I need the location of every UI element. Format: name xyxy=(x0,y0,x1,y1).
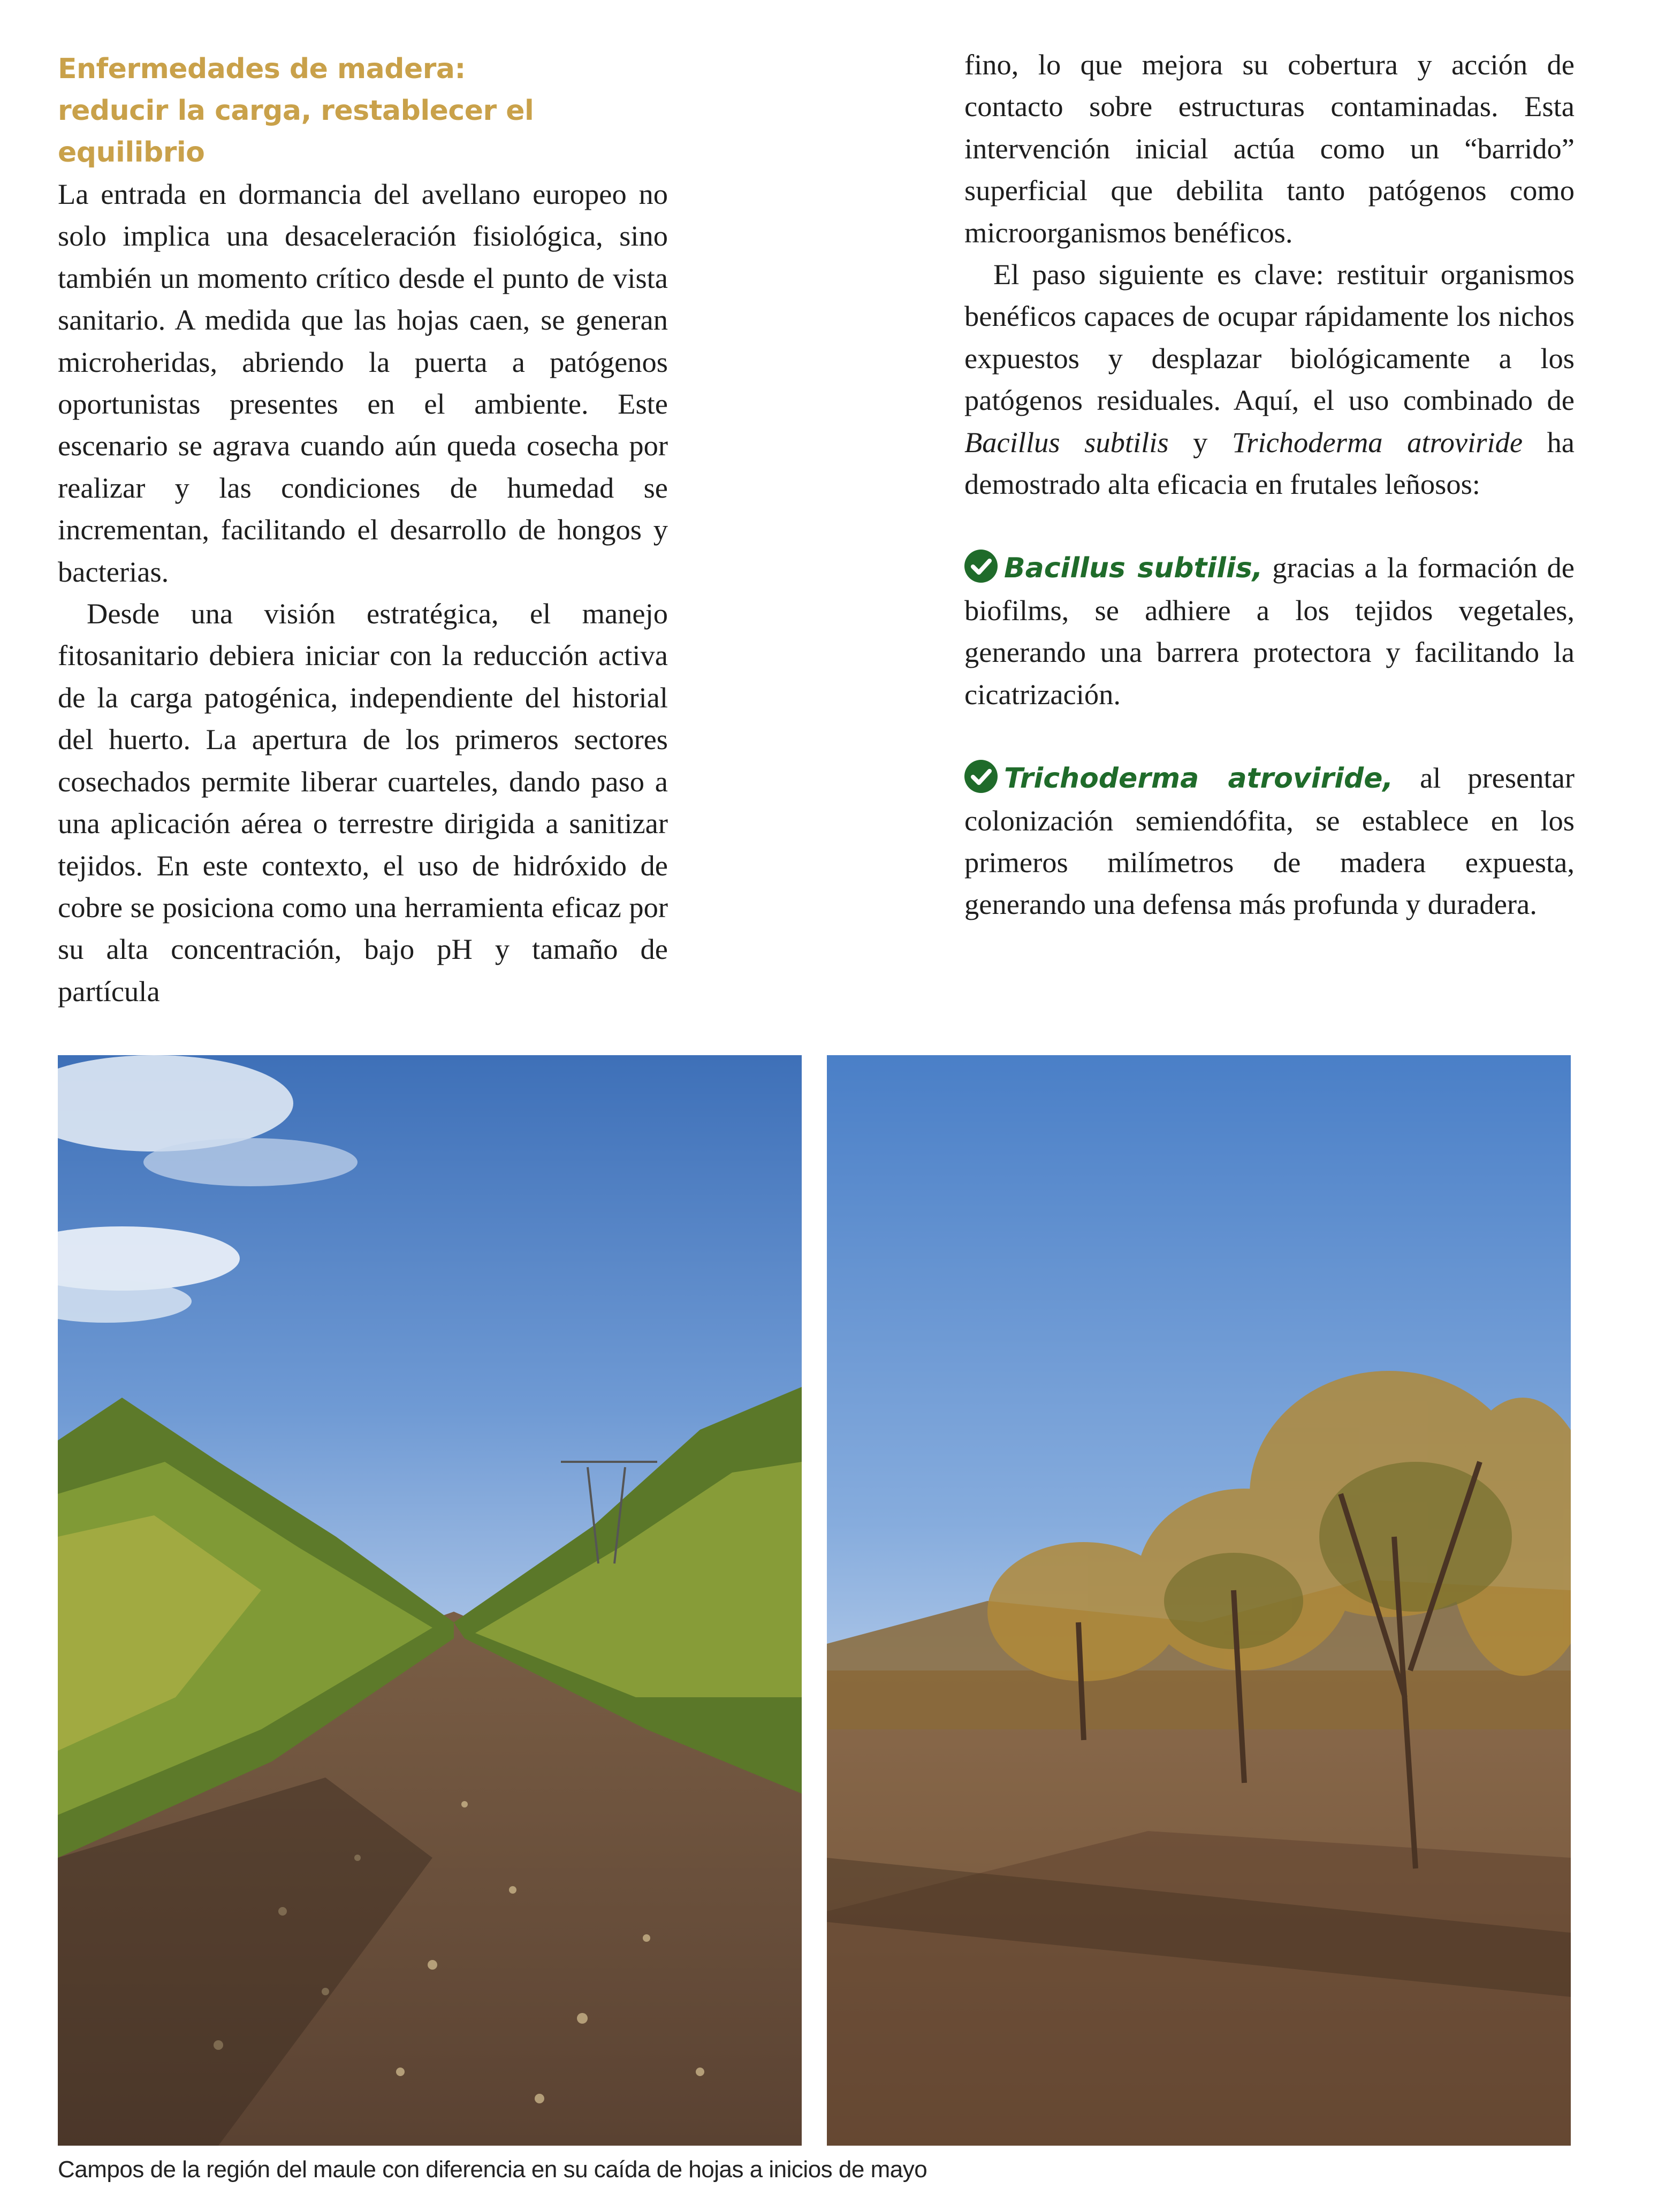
right-paragraph-2-and: y xyxy=(1168,425,1232,459)
bullet-text-trichoderma: al presentar colonización semiendófita, se establece en los primeros milímetros de madera expuesta, generando una defensa más profunda y duradera. xyxy=(964,761,1575,921)
right-paragraph-1: fino, lo que mejora su cobertura y acción de contacto sobre estructuras contaminadas. Esta intervención inicial actúa como un “barrido” superficial que debilita tanto patógenos como microorganismos benéficos. xyxy=(964,48,1575,249)
bullet-text-bacillus: gracias a la formación de biofilms, se adhiere a los tejidos vegetales, generando una barrera protectora y facilitando la cicatrización. xyxy=(964,551,1575,711)
species-trichoderma: Trichoderma atroviride xyxy=(1231,425,1523,459)
right-paragraph-2-text-a: El paso siguiente es clave: restituir organismos benéficos capaces de ocupar rápidamente los nichos expuestos y desplazar biológicamente a los patógenos residuales. Aquí, el uso combinado de xyxy=(964,258,1575,417)
bullet-item-trichoderma xyxy=(964,757,1575,926)
bullet-term-bacillus: Bacillus subtilis, xyxy=(1004,552,1263,585)
species-bacillus: Bacillus subtilis xyxy=(964,425,1169,459)
orchard-photo-leafy xyxy=(58,1055,802,2146)
section-heading xyxy=(58,48,668,173)
bullet-term-trichoderma: Trichoderma atroviride, xyxy=(1004,762,1394,795)
left-column xyxy=(58,48,668,1012)
left-paragraph-1: La entrada en dormancia del avellano europeo no solo implica una desaceleración fisiológica, sino también un momento crítico desde el punto de vista sanitario. A medida que las hojas caen, se generan microheridas, abriendo la puerta a patógenos oportunistas presentes en el ambiente. Este escenario se agrava cuando aún queda cosecha por realizar y las condiciones de humedad se incrementan, facilitando el desarrollo de hongos y bacterias. xyxy=(58,178,668,588)
section-heading-line-2: reducir la carga, restablecer el equilibrio xyxy=(58,95,534,169)
bullet-item-bacillus xyxy=(964,547,1575,715)
right-paragraph-2-text-b: ha demostrado alta eficacia en frutales leñosos: xyxy=(964,425,1575,501)
left-paragraph-2: Desde una visión estratégica, el manejo fitosanitario debiera iniciar con la reducción activa de la carga patogénica, independiente del historial del huerto. La apertura de los primeros sectores cosechados permite liberar cuarteles, dando paso a una aplicación aérea o terrestre dirigida a sanitizar tejidos. En este contexto, el uso de hidróxido de cobre se posiciona como una herramienta eficaz por su alta concentración, bajo pH y tamaño de partícula xyxy=(58,597,668,1008)
orchard-photo-leaf-drop xyxy=(827,1055,1571,2146)
section-heading-line-1: Enfermedades de madera: xyxy=(58,53,466,85)
right-column xyxy=(964,44,1575,926)
figure-caption: Campos de la región del maule con diferencia en su caída de hojas a inicios de mayo xyxy=(58,2156,927,2183)
right-paragraph-2 xyxy=(964,254,1575,505)
check-circle-icon xyxy=(964,760,998,793)
check-circle-icon xyxy=(964,550,998,583)
